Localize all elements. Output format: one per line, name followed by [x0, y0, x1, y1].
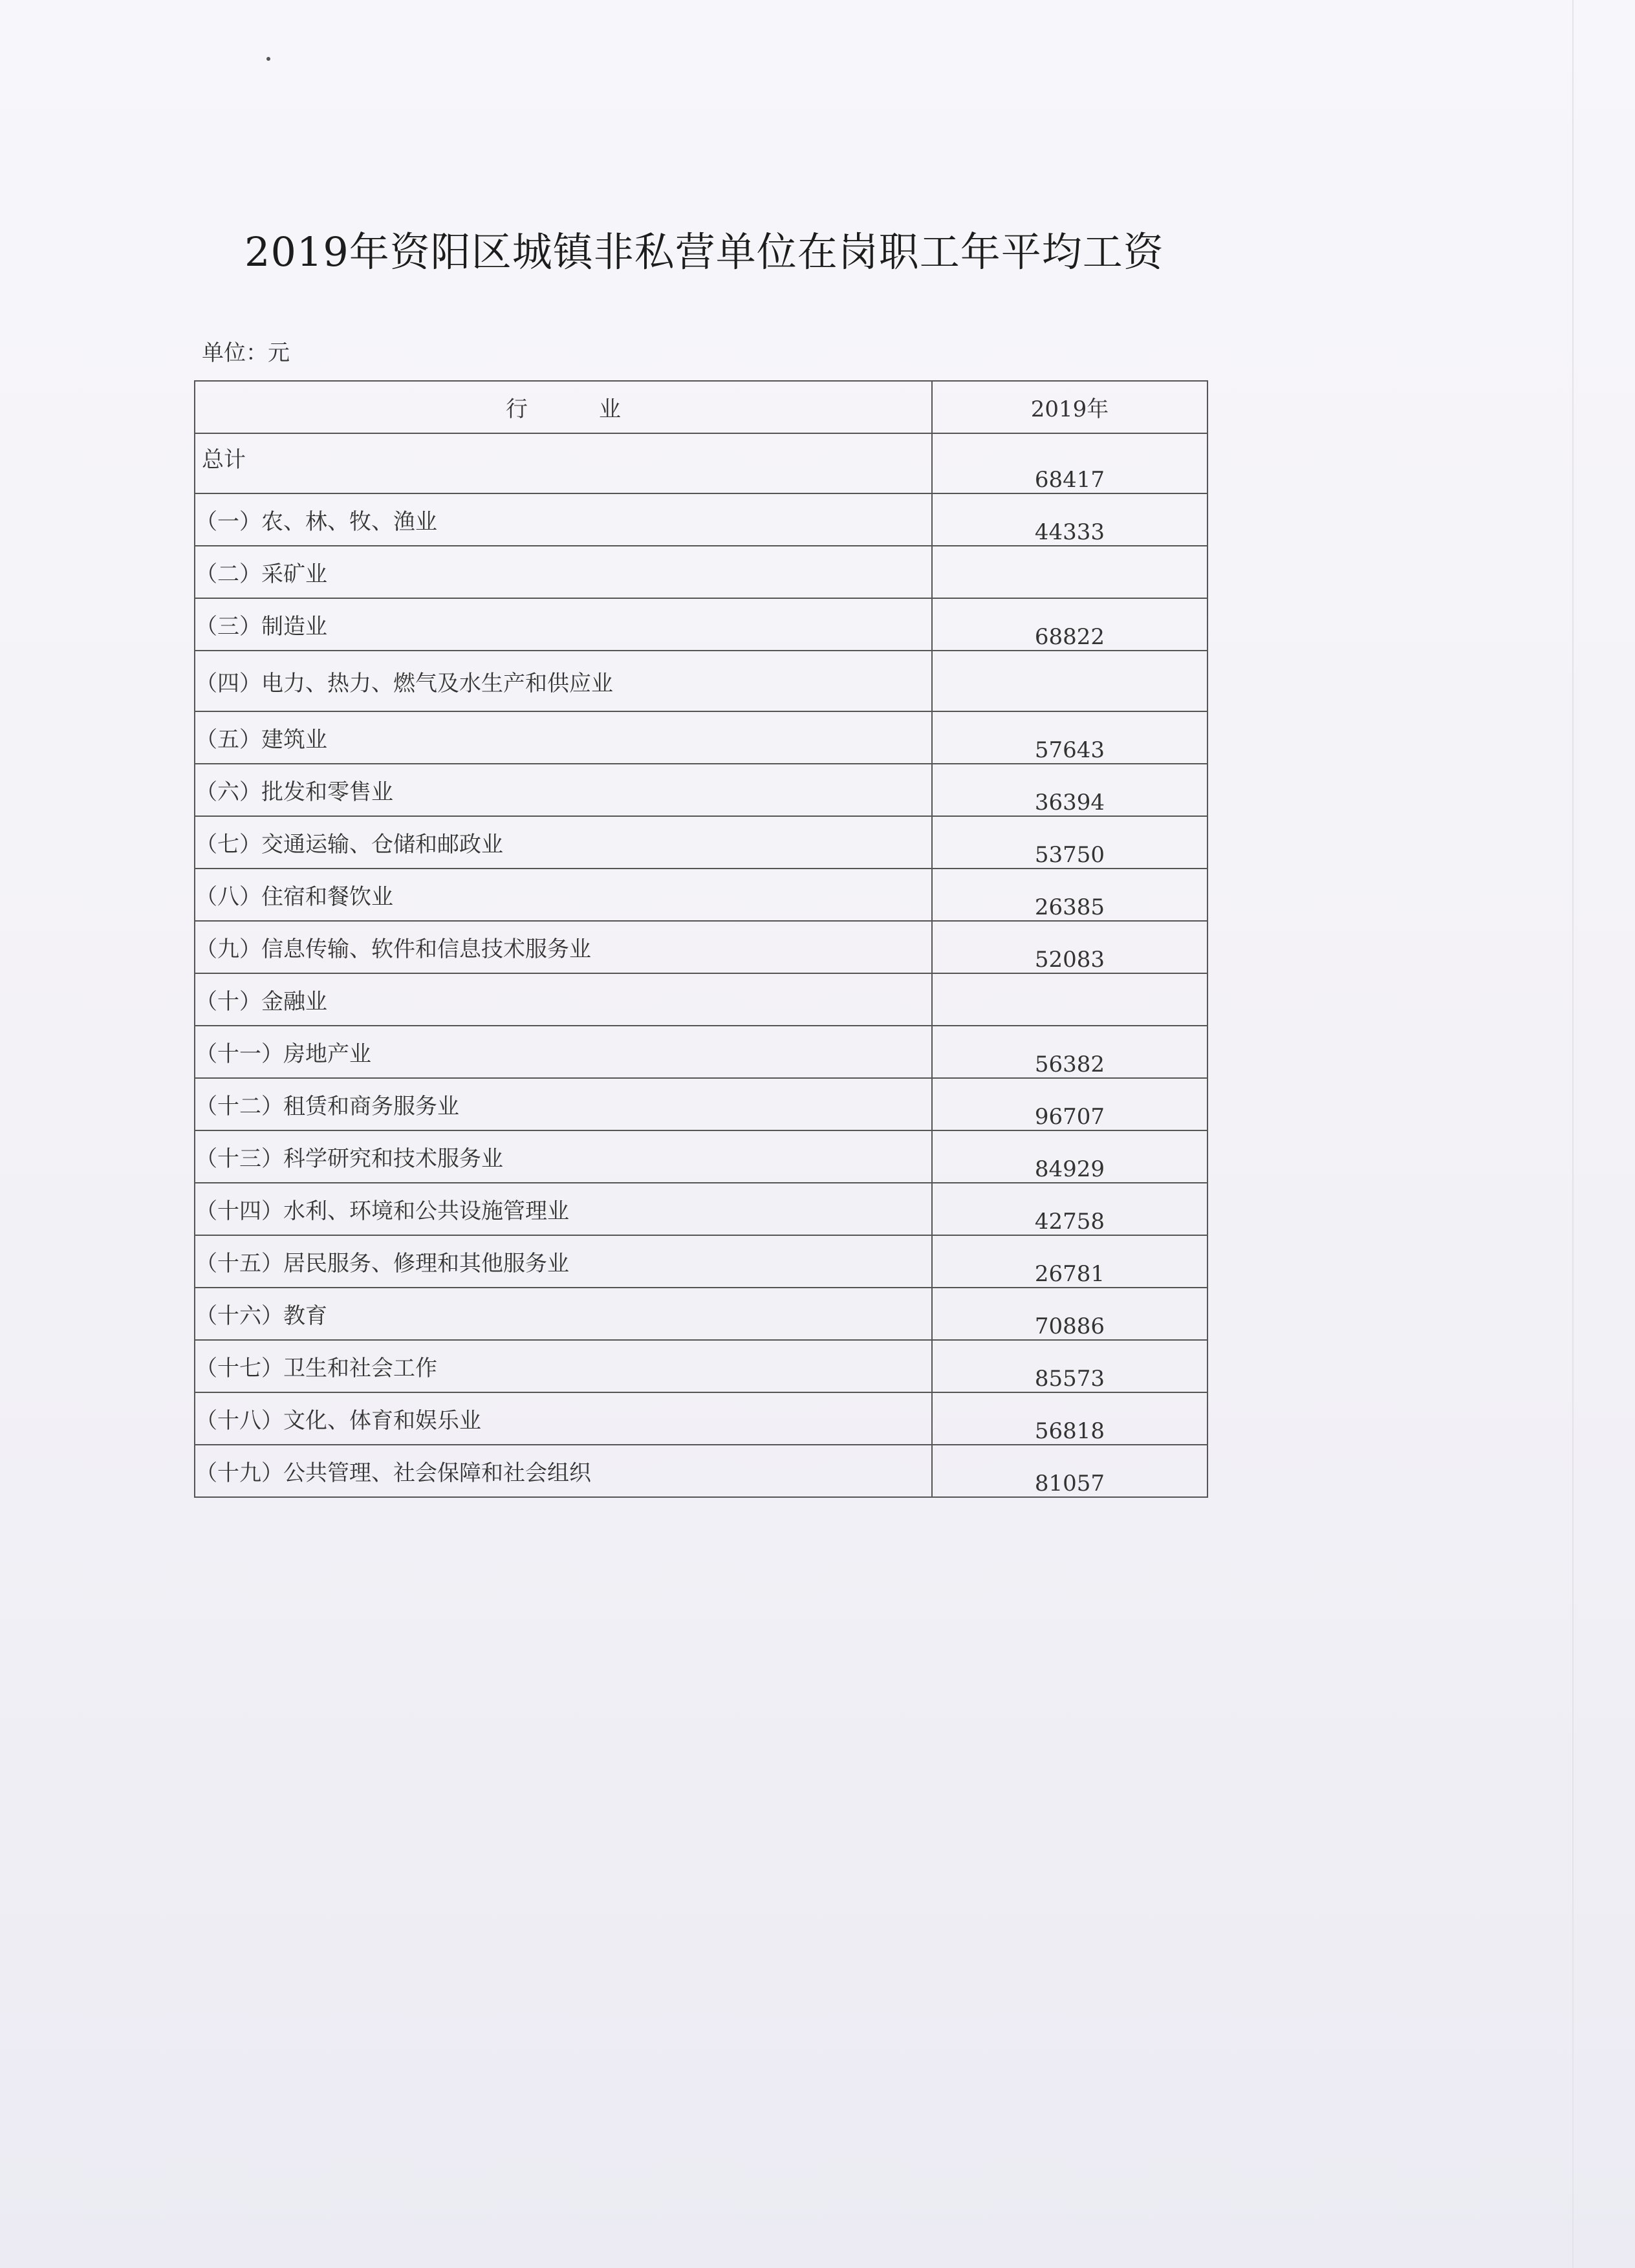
table-row [195, 973, 1207, 1026]
row-industry: （八）住宿和餐饮业 [195, 869, 932, 921]
row-value: 81057 [932, 1445, 1207, 1497]
table-row [195, 764, 1207, 816]
row-industry: （七）交通运输、仓储和邮政业 [195, 816, 932, 869]
row-industry: （十七）卫生和社会工作 [195, 1340, 932, 1392]
row-industry: （十八）文化、体育和娱乐业 [195, 1392, 932, 1445]
table-row [195, 816, 1207, 869]
row-value: 68822 [932, 598, 1207, 651]
row-industry: （十九）公共管理、社会保障和社会组织 [195, 1445, 932, 1497]
row-value: 85573 [932, 1340, 1207, 1392]
scan-speck [266, 57, 270, 61]
table-row [195, 493, 1207, 546]
row-industry: （十二）租赁和商务服务业 [195, 1078, 932, 1130]
row-value: 53750 [932, 816, 1207, 869]
row-value: 57643 [932, 711, 1207, 764]
table-row [195, 1445, 1207, 1497]
row-value [932, 973, 1207, 1026]
row-industry: （十五）居民服务、修理和其他服务业 [195, 1235, 932, 1288]
header-year: 2019年 [932, 381, 1207, 433]
table-row [195, 1392, 1207, 1445]
table-row [195, 711, 1207, 764]
row-value: 42758 [932, 1183, 1207, 1235]
row-value: 56382 [932, 1026, 1207, 1078]
row-industry: （十一）房地产业 [195, 1026, 932, 1078]
row-value [932, 651, 1207, 711]
row-industry: （四）电力、热力、燃气及水生产和供应业 [195, 651, 932, 711]
row-value: 44333 [932, 493, 1207, 546]
row-value [932, 546, 1207, 598]
document-title: 2019年资阳区城镇非私营单位在岗职工年平均工资 [244, 228, 1164, 275]
row-value: 52083 [932, 921, 1207, 973]
row-industry: （一）农、林、牧、渔业 [195, 493, 932, 546]
table-row [195, 921, 1207, 973]
row-industry: （二）采矿业 [195, 546, 932, 598]
table-row [195, 1130, 1207, 1183]
row-value: 36394 [932, 764, 1207, 816]
row-industry: （三）制造业 [195, 598, 932, 651]
scan-edge [1572, 0, 1574, 2268]
table-row [195, 651, 1207, 711]
header-industry: 行业 [195, 381, 932, 433]
row-industry: 总计 [195, 433, 932, 493]
table-row [195, 433, 1207, 493]
row-value: 26781 [932, 1235, 1207, 1288]
table-row [195, 1183, 1207, 1235]
row-industry: （十）金融业 [195, 973, 932, 1026]
row-value: 84929 [932, 1130, 1207, 1183]
table-row [195, 1235, 1207, 1288]
table-row [195, 1340, 1207, 1392]
table-header-row [195, 381, 1207, 433]
table-row [195, 1026, 1207, 1078]
row-value: 56818 [932, 1392, 1207, 1445]
row-industry: （十六）教育 [195, 1288, 932, 1340]
row-value: 26385 [932, 869, 1207, 921]
row-industry: （六）批发和零售业 [195, 764, 932, 816]
unit-label: 单位：元 [202, 340, 290, 366]
row-value: 70886 [932, 1288, 1207, 1340]
row-value: 68417 [932, 433, 1207, 493]
table-row [195, 869, 1207, 921]
row-value: 96707 [932, 1078, 1207, 1130]
table-row [195, 1078, 1207, 1130]
table-row [195, 598, 1207, 651]
table-row [195, 1288, 1207, 1340]
row-industry: （十三）科学研究和技术服务业 [195, 1130, 932, 1183]
table-body [195, 433, 1207, 1497]
wage-table [194, 380, 1208, 1498]
row-industry: （十四）水利、环境和公共设施管理业 [195, 1183, 932, 1235]
row-industry: （九）信息传输、软件和信息技术服务业 [195, 921, 932, 973]
table-row [195, 546, 1207, 598]
row-industry: （五）建筑业 [195, 711, 932, 764]
